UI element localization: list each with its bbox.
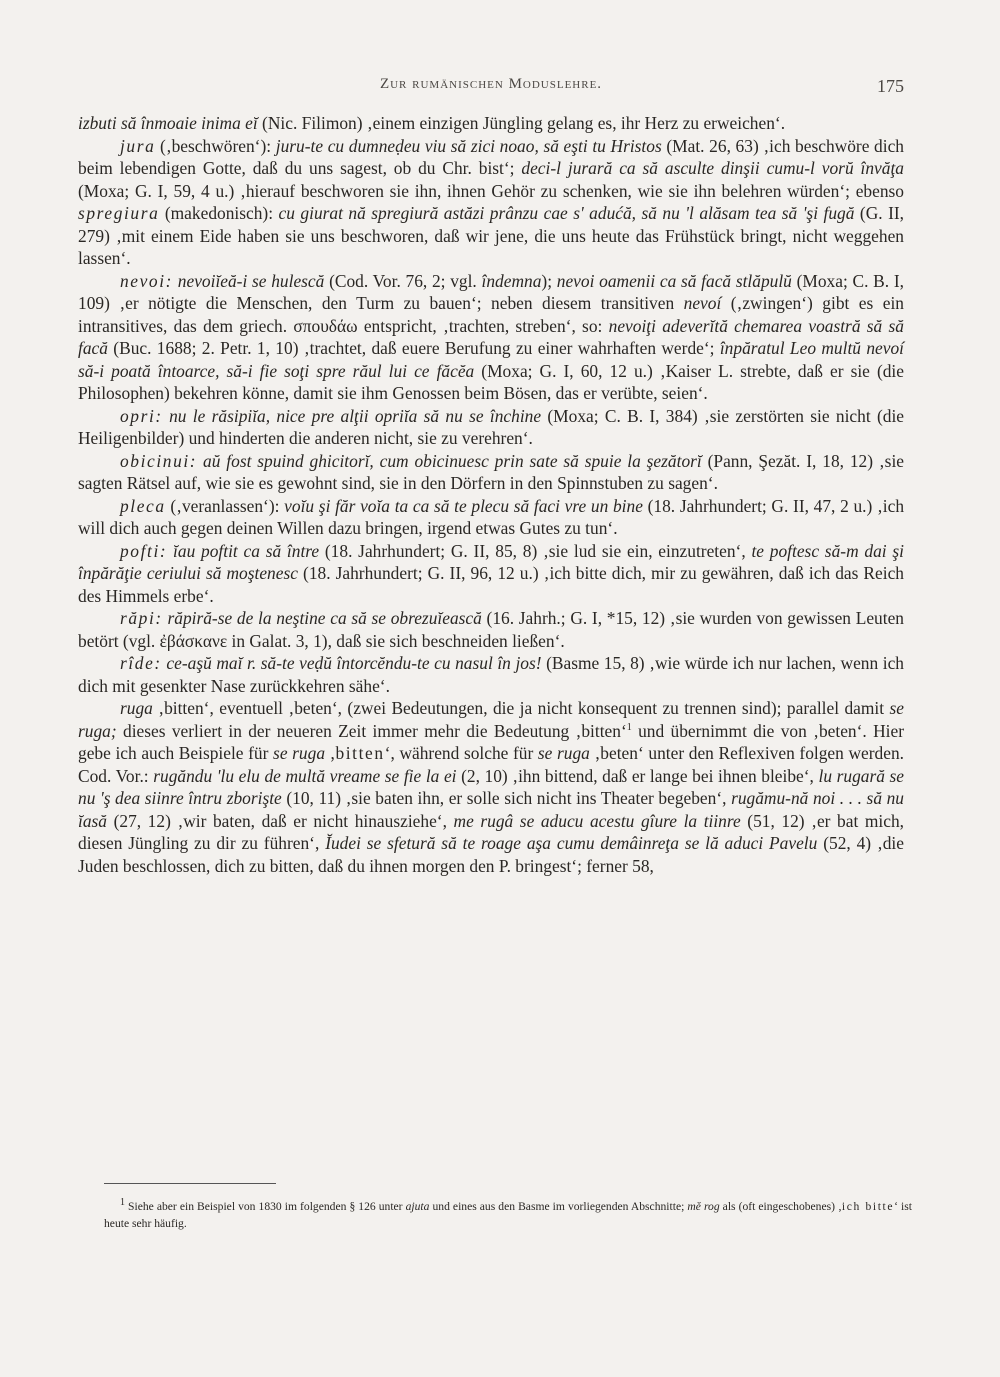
italic-run: izbuti să înmoaie inima eĭ: [78, 113, 258, 133]
italic-run: ajuta: [405, 1200, 430, 1213]
italic-run: îndemna: [481, 270, 542, 291]
paragraph: [78, 112, 904, 135]
text-run: (Nic. Filimon) ‚einem einzigen Jüngling gelang es, ihr Herz zu erweichen‘.: [257, 113, 786, 133]
italic-run: deci-l jurară ca să asculte dinşii cumu-l vorŭ învăţa: [521, 158, 905, 178]
italic-run: opri:: [120, 405, 163, 426]
text-run: (18. Jahrhundert; G. II, 47, 2 u.) ‚ich will dich auch gegen deinen Willen dazu bringen, irgend etwas Gutes zu tun‘.: [78, 495, 905, 538]
text-run: (52, 4) ‚die Juden beschlossen, dich zu bitten, daß du ihnen morgen den P. bringest‘; ferner 58,: [78, 833, 904, 876]
running-head: [78, 76, 904, 100]
italic-run: nevoi oamenii ca să facă stlăpulŭ: [556, 270, 792, 291]
text-run: (Mat. 26, 63) ‚ich beschwöre dich beim lebendigen Gotte, daß du uns sagest, ob du Chr. bist‘;: [78, 135, 905, 178]
text-run: (G. II, 279) ‚mit einem Eide haben sie uns beschworen, daß wir jene, die uns heute das Frühstück bringt, nicht weggehen lassen‘.: [78, 203, 905, 268]
italic-run: pleca: [120, 495, 166, 516]
text-run: (27, 12) ‚wir baten, daß er nicht hinausziehe‘,: [107, 810, 454, 831]
paragraph: [78, 652, 904, 697]
text-run: (51, 12) ‚er bat mich, diesen Jüngling zu dir zu führen‘,: [78, 810, 904, 853]
text-run: (‚veranlassen‘):: [165, 495, 285, 516]
paragraph: [78, 405, 904, 450]
italic-run: rîde:: [120, 653, 162, 673]
text-run: ‚bitten‘, eventuell ‚beten‘, (zwei Bedeutungen, die ja nicht konsequent zu trennen sind); parallel damit: [152, 698, 890, 718]
italic-run: răpi:: [120, 608, 163, 628]
paragraph: [78, 697, 904, 877]
text-run: (2, 10) ‚ihn bittend, daß er lange bei ihnen bleibe‘,: [456, 765, 819, 786]
italic-run: lu rugară se nu 'ş dea siinre întru zborişte: [78, 765, 904, 808]
italic-run: se ruga;: [78, 698, 904, 741]
text-run: (Moxa; C. B. I, 384) ‚sie zerstörten sie nicht (die Heiligenbilder) und hinderten die anderen nicht, sie zu verehren‘.: [78, 405, 904, 448]
italic-run: mĕ rog: [687, 1200, 720, 1213]
paragraph: [78, 607, 904, 652]
italic-run: Ĭudei se sfetură să te roage aşa cumu demâinreţa se lă aduci Pavelu: [325, 833, 818, 853]
text-run: (Moxa; G. I, 60, 12 u.) ‚Kaiser L. strebte, daß er sie (die Philosophen) bekehren könne, damit sie ihm Genossen beim Bösen, das er verübte, seien‘.: [78, 360, 904, 403]
text-run: (Moxa; C. B. I, 109) ‚er nötigte die Menschen, den Turm zu bauen‘; neben diesem transitiven: [78, 270, 904, 313]
text-run: ‘, während solche für: [384, 743, 538, 763]
text-run: (Basme 15, 8) ‚wie würde ich nur lachen, wenn ich dich mit gesenkter Nase zurückkehren sähe‘.: [78, 653, 904, 696]
running-head-title: Zur rumänischen Moduslehre.: [379, 76, 603, 92]
text-run: dieses verliert in der neueren Zeit immer mehr die Bedeutung ‚bitten‘: [116, 720, 627, 741]
text-run: (18. Jahrhundert; G. II, 85, 8) ‚sie lud sie ein, einzutreten‘,: [319, 540, 752, 561]
italic-run: înpăratul Leo multŭ nevoí să-i poată întoarce, să-i fie soţi spre răul lui ce făcĕa: [78, 338, 904, 381]
text-run: (‚zwingen‘) gibt es ein intransitives, das dem griech. σπουδάω entspricht, ‚trachten, streben‘, so:: [78, 293, 904, 336]
text-run: und übernimmt die von ‚beten‘. Hier gebe ich auch Beispiele für: [78, 720, 904, 763]
text-run: (16. Jahrh.; G. I, *15, 12) ‚sie wurden von gewissen Leuten betört (vgl. ἐβάσκανε in Galat. 3, 1), daß sie sich beschneiden ließen‘.: [78, 608, 904, 651]
text-run: (Cod. Vor. 76, 2; vgl.: [324, 270, 482, 291]
paragraph: [78, 495, 904, 540]
italic-run: cu giurat nă spregiură astăzi prânzu cae s' adućă, să nu 'l alăsam tea să 'şi fugă: [278, 203, 855, 223]
italic-run: nevoiţi adeverĭtă chemarea voastră să să facă: [78, 315, 904, 358]
italic-run: se ruga: [273, 743, 326, 763]
footnote: [104, 1198, 912, 1232]
italic-run: ce-aşŭ maĭ r. să-te veḍŭ întorcĕndu-te cu nasul în jos!: [166, 653, 542, 673]
text-run: );: [541, 270, 557, 291]
text-run: (18. Jahrhundert; G. II, 96, 12 u.) ‚ich bitte dich, mir zu gewähren, daß ich das Reich des Himmels erbe‘.: [78, 563, 904, 606]
paragraph: [78, 270, 904, 405]
paragraph: [78, 135, 904, 270]
italic-run: nu le răsipiĭa, nice pre alţii opriĭa să nu se închine: [169, 405, 542, 426]
paragraph: [78, 540, 904, 608]
italic-run: te poftesc să-m dai şi înpărăţie ceriului să moştenesc: [78, 540, 904, 583]
italic-run: nevoí: [683, 293, 722, 313]
footnote-marker: 1: [120, 1197, 125, 1209]
italic-run: nevoi:: [120, 270, 174, 291]
italic-run: voĭu şi făr voĭa ta ca să te plecu să faci vre un bine: [284, 495, 643, 516]
text-run: (Buc. 1688; 2. Petr. 1, 10) ‚trachtet, daß euere Berufung zu einer wahrhaften werde‘;: [107, 338, 720, 358]
italic-run: aŭ fost spuind ghicitorĭ, cum obicinuesc prin sate să spuie la şezătorĭ: [203, 450, 702, 471]
footnote-marker: 1: [626, 721, 632, 733]
italic-run: pofti:: [120, 540, 168, 561]
italic-run: juru-te cu dumneḍeu viu să zici noao, să eşti tu Hristos: [275, 135, 662, 156]
italic-run: ĭau poftit ca să între: [173, 540, 320, 561]
text-run: (Moxa; G. I, 59, 4 u.) ‚hierauf beschworen sie ihn, ihnen Gehör zu schenken, wie sie ihn belehren würden‘; ebenso: [78, 180, 904, 201]
spaced-run: bitten: [335, 743, 385, 763]
page-number: 175: [877, 76, 904, 96]
text-run: (Pann, Şezăt. I, 18, 12) ‚sie sagten Rätsel auf, wie sie es gewohnt sind, sie in den Dörfern in den Spinnstuben zu sagen‘.: [78, 450, 904, 493]
italic-run: nevoiĭeă-i se hulescă: [177, 270, 325, 291]
italic-run: jura: [120, 135, 156, 156]
italic-run: rugăndu 'lu elu de multă vreame se fie la ei: [153, 765, 457, 786]
italic-run: spregiura: [78, 203, 160, 223]
text-run: ‚: [325, 743, 336, 763]
text-run: Siehe aber ein Beispiel von 1830 im folgenden § 126 unter: [125, 1200, 406, 1213]
text-run: und eines aus den Basme im vorliegenden Abschnitte;: [429, 1200, 688, 1213]
italic-run: rugămu-nă noi . . . să nu ĭasă: [78, 788, 904, 831]
text-run: ‚beten‘ unter den Reflexiven folgen werden. Cod. Vor.:: [78, 743, 904, 786]
paragraph: [78, 450, 904, 495]
text-run: als (oft eingeschobenes) ‚: [719, 1200, 842, 1213]
text-run: (makedonisch):: [159, 203, 279, 223]
italic-run: me rugâ se aducu acestu gîure la tiinre: [453, 810, 741, 831]
italic-run: răpiră-se de la neştine ca să se obrezuĭească: [167, 608, 482, 628]
footnote-divider: [104, 1183, 276, 1184]
italic-run: se ruga: [537, 743, 590, 763]
text-run: (10, 11) ‚sie baten ihn, er solle sich nicht ins Theater begeben‘,: [281, 788, 732, 808]
text-run: (‚beschwören‘):: [155, 135, 276, 156]
text-run: ‘ ist heute sehr häufig.: [104, 1200, 912, 1230]
italic-run: ruga: [120, 698, 153, 718]
italic-run: obicinui:: [120, 450, 198, 471]
spaced-run: ich bitte: [841, 1200, 895, 1213]
body-text: [78, 112, 904, 877]
